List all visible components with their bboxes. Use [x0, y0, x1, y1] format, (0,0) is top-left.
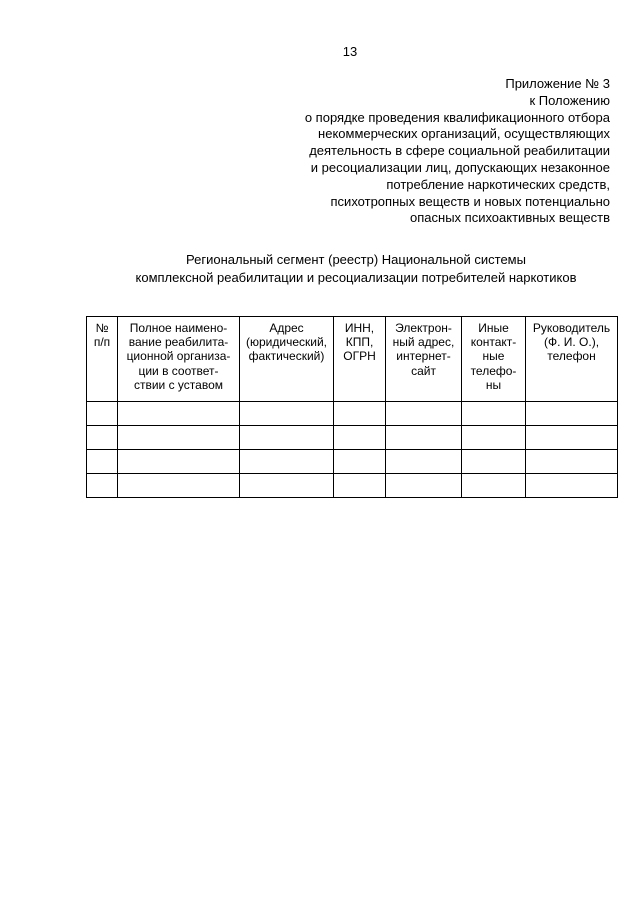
table-cell[interactable] [334, 426, 386, 450]
table-cell[interactable] [526, 450, 618, 474]
appendix-line: психотропных веществ и новых потенциально [330, 193, 610, 209]
table-row [87, 402, 618, 426]
table-cell[interactable] [118, 450, 240, 474]
table-cell[interactable] [386, 426, 462, 450]
table-header-row [87, 317, 618, 402]
table-cell[interactable] [240, 474, 334, 498]
table-cell[interactable] [118, 426, 240, 450]
table-cell[interactable] [240, 450, 334, 474]
table-cell[interactable] [462, 474, 526, 498]
table-cell[interactable] [526, 402, 618, 426]
title-line: Региональный сегмент (реестр) Национальной системы [186, 252, 526, 267]
table-cell[interactable] [526, 426, 618, 450]
registry-table [86, 316, 618, 498]
table-cell[interactable] [386, 450, 462, 474]
table-cell[interactable] [240, 426, 334, 450]
column-header-email-site: Электрон- ный адрес, интернет- сайт [386, 317, 462, 402]
table-cell[interactable] [386, 402, 462, 426]
table-cell[interactable] [462, 450, 526, 474]
appendix-line: к Положению [529, 92, 610, 108]
column-header-phones: Иные контакт- ные телефо- ны [462, 317, 526, 402]
page-number: 13 [342, 44, 358, 59]
table-row [87, 450, 618, 474]
appendix-line: о порядке проведения квалификационного отбора [304, 109, 610, 125]
column-header-address: Адрес (юридический, фактический) [240, 317, 334, 402]
table-cell[interactable] [87, 474, 118, 498]
table-cell[interactable] [87, 450, 118, 474]
appendix-line: некоммерческих организаций, осуществляющих [318, 126, 610, 142]
table-row [87, 426, 618, 450]
appendix-line: Приложение № 3 [505, 76, 610, 91]
table-cell[interactable] [334, 450, 386, 474]
column-header-head: Руководитель (Ф. И. О.), телефон [526, 317, 618, 402]
table-cell[interactable] [87, 402, 118, 426]
table-cell[interactable] [118, 474, 240, 498]
appendix-line: деятельность в сфере социальной реабилитации [309, 143, 610, 159]
table-row [87, 474, 618, 498]
column-header-inn: ИНН, КПП, ОГРН [334, 317, 386, 402]
table-cell[interactable] [462, 402, 526, 426]
table-cell[interactable] [334, 402, 386, 426]
appendix-line: опасных психоактивных веществ [410, 210, 610, 226]
table-cell[interactable] [118, 402, 240, 426]
appendix-line: потребление наркотических средств, [386, 176, 610, 192]
table-cell[interactable] [240, 402, 334, 426]
appendix-line: и ресоциализации лиц, допускающих незаконное [310, 159, 610, 175]
table-cell[interactable] [334, 474, 386, 498]
table-cell[interactable] [386, 474, 462, 498]
table-cell[interactable] [526, 474, 618, 498]
column-header-number: № п/п [87, 317, 118, 402]
appendix-header [190, 76, 610, 227]
table-cell[interactable] [87, 426, 118, 450]
title-line: комплексной реабилитации и ресоциализации потребителей наркотиков [135, 269, 577, 285]
document-title [0, 251, 640, 286]
table-cell[interactable] [462, 426, 526, 450]
column-header-org-name: Полное наимено- вание реабилита- ционной организа- ции в соответ- ствии с уставом [118, 317, 240, 402]
